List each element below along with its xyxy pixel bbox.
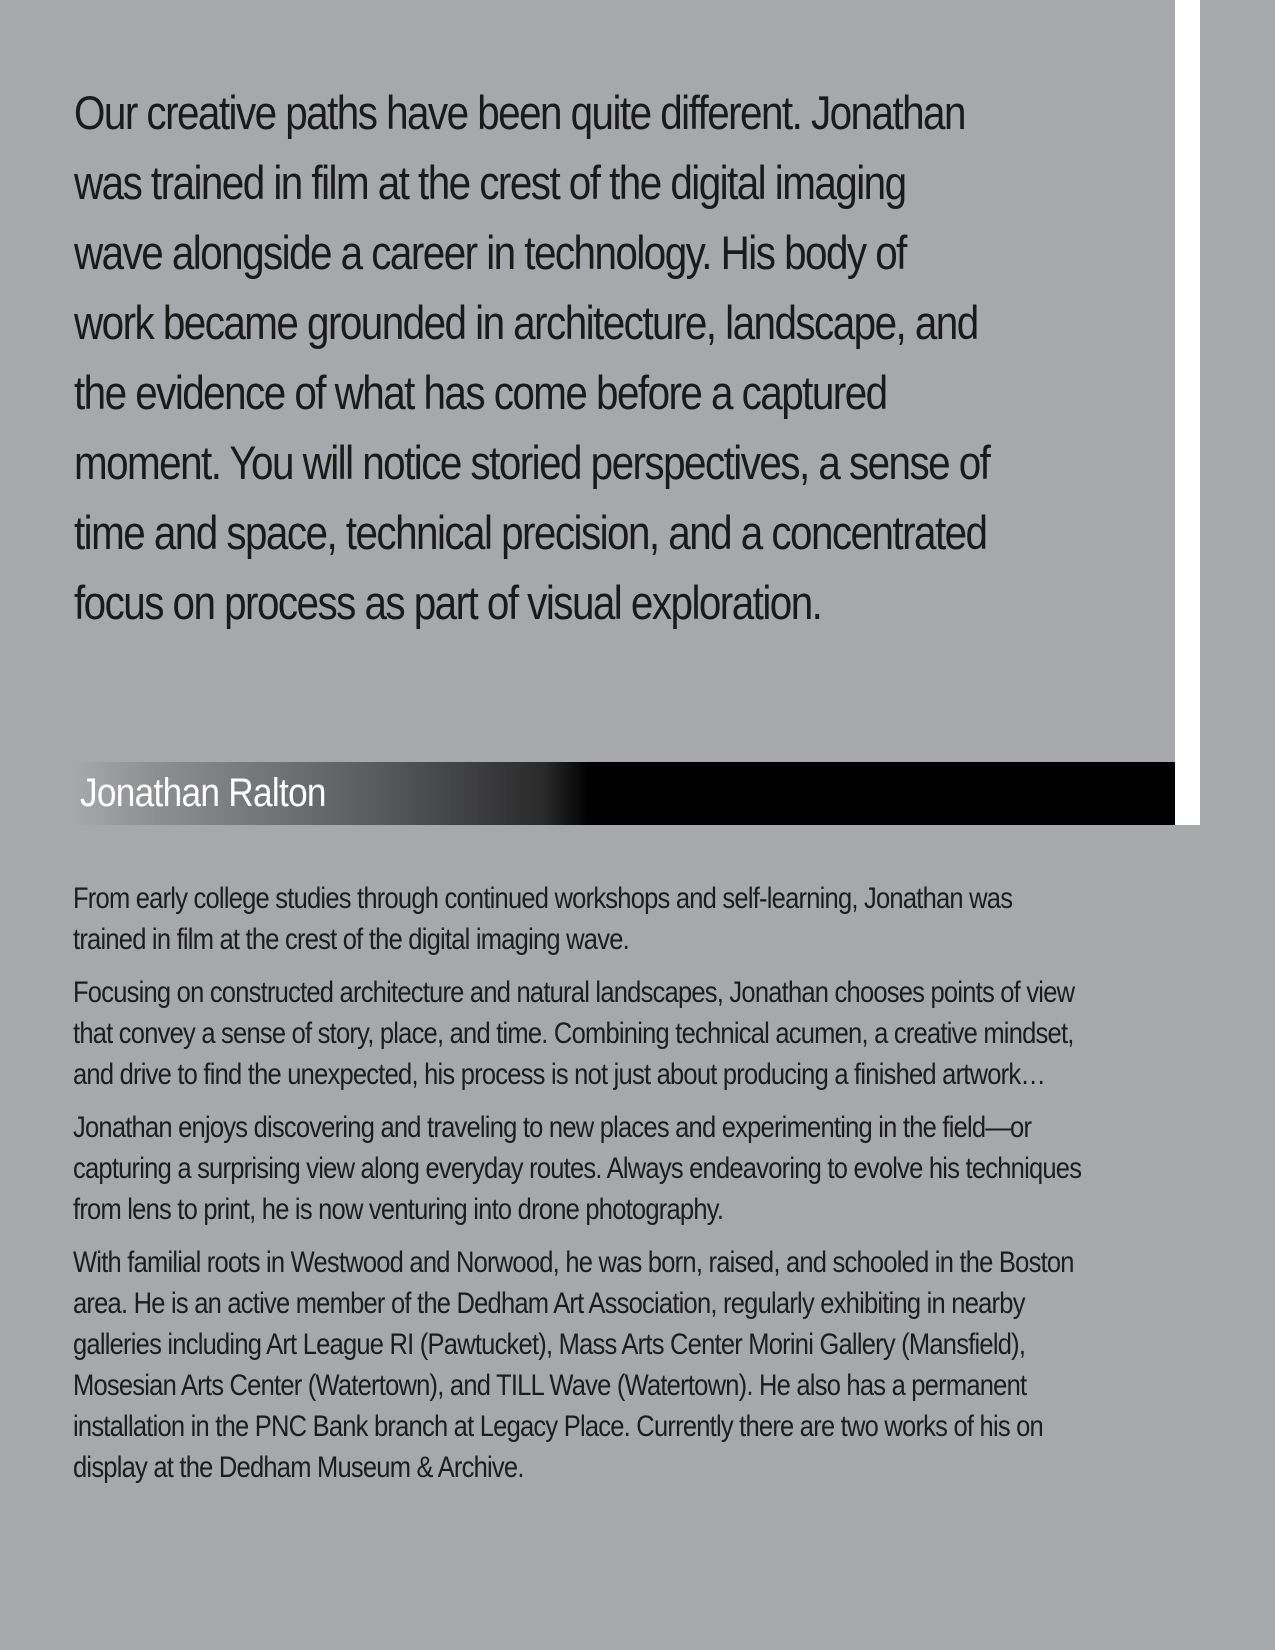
intro-paragraph: Our creative paths have been quite different. Jonathan was trained in film at the crest of the digital imaging wave alongside a career in technology. His body of work became grounded in architecture, landscape, and the evidence of what has come before a captured moment. You will notice storied perspectives, a sense of time and space, technical precision, and a concentrated focus on process as part of visual exploration. xyxy=(74,86,990,629)
artist-name: Jonathan Ralton xyxy=(80,771,326,815)
bio-paragraph-4: With familial roots in Westwood and Norwood, he was born, raised, and schooled in the Boston area. He is an active member of the Dedham Art Association, regularly exhibiting in nearby galleries including Art League RI (Pawtucket), Mass Arts Center Morini Gallery (Mansfield), Mosesian Arts Center (Watertown), and TILL Wave (Watertown). He also has a permanent installation in the PNC Bank branch at Legacy Place. Currently there are two works of his on display at the Dedham Museum & Archive. xyxy=(73,1246,1074,1484)
name-banner xyxy=(74,762,1175,825)
white-edge-rail xyxy=(1175,0,1200,825)
bio-paragraph-2: Focusing on constructed architecture and natural landscapes, Jonathan chooses points of view that convey a sense of story, place, and time. Combining technical acumen, a creative mindset, and drive to find the unexpected, his process is not just about producing a finished artwork… xyxy=(73,976,1075,1091)
bio-section xyxy=(73,878,1085,1500)
bio-paragraph-3: Jonathan enjoys discovering and traveling to new places and experimenting in the field—or capturing a surprising view along everyday routes. Always endeavoring to evolve his techniques from lens to print, he is now venturing into drone photography. xyxy=(73,1111,1082,1226)
bio-paragraph-1: From early college studies through continued workshops and self-learning, Jonathan was trained in film at the crest of the digital imaging wave. xyxy=(73,882,1013,956)
